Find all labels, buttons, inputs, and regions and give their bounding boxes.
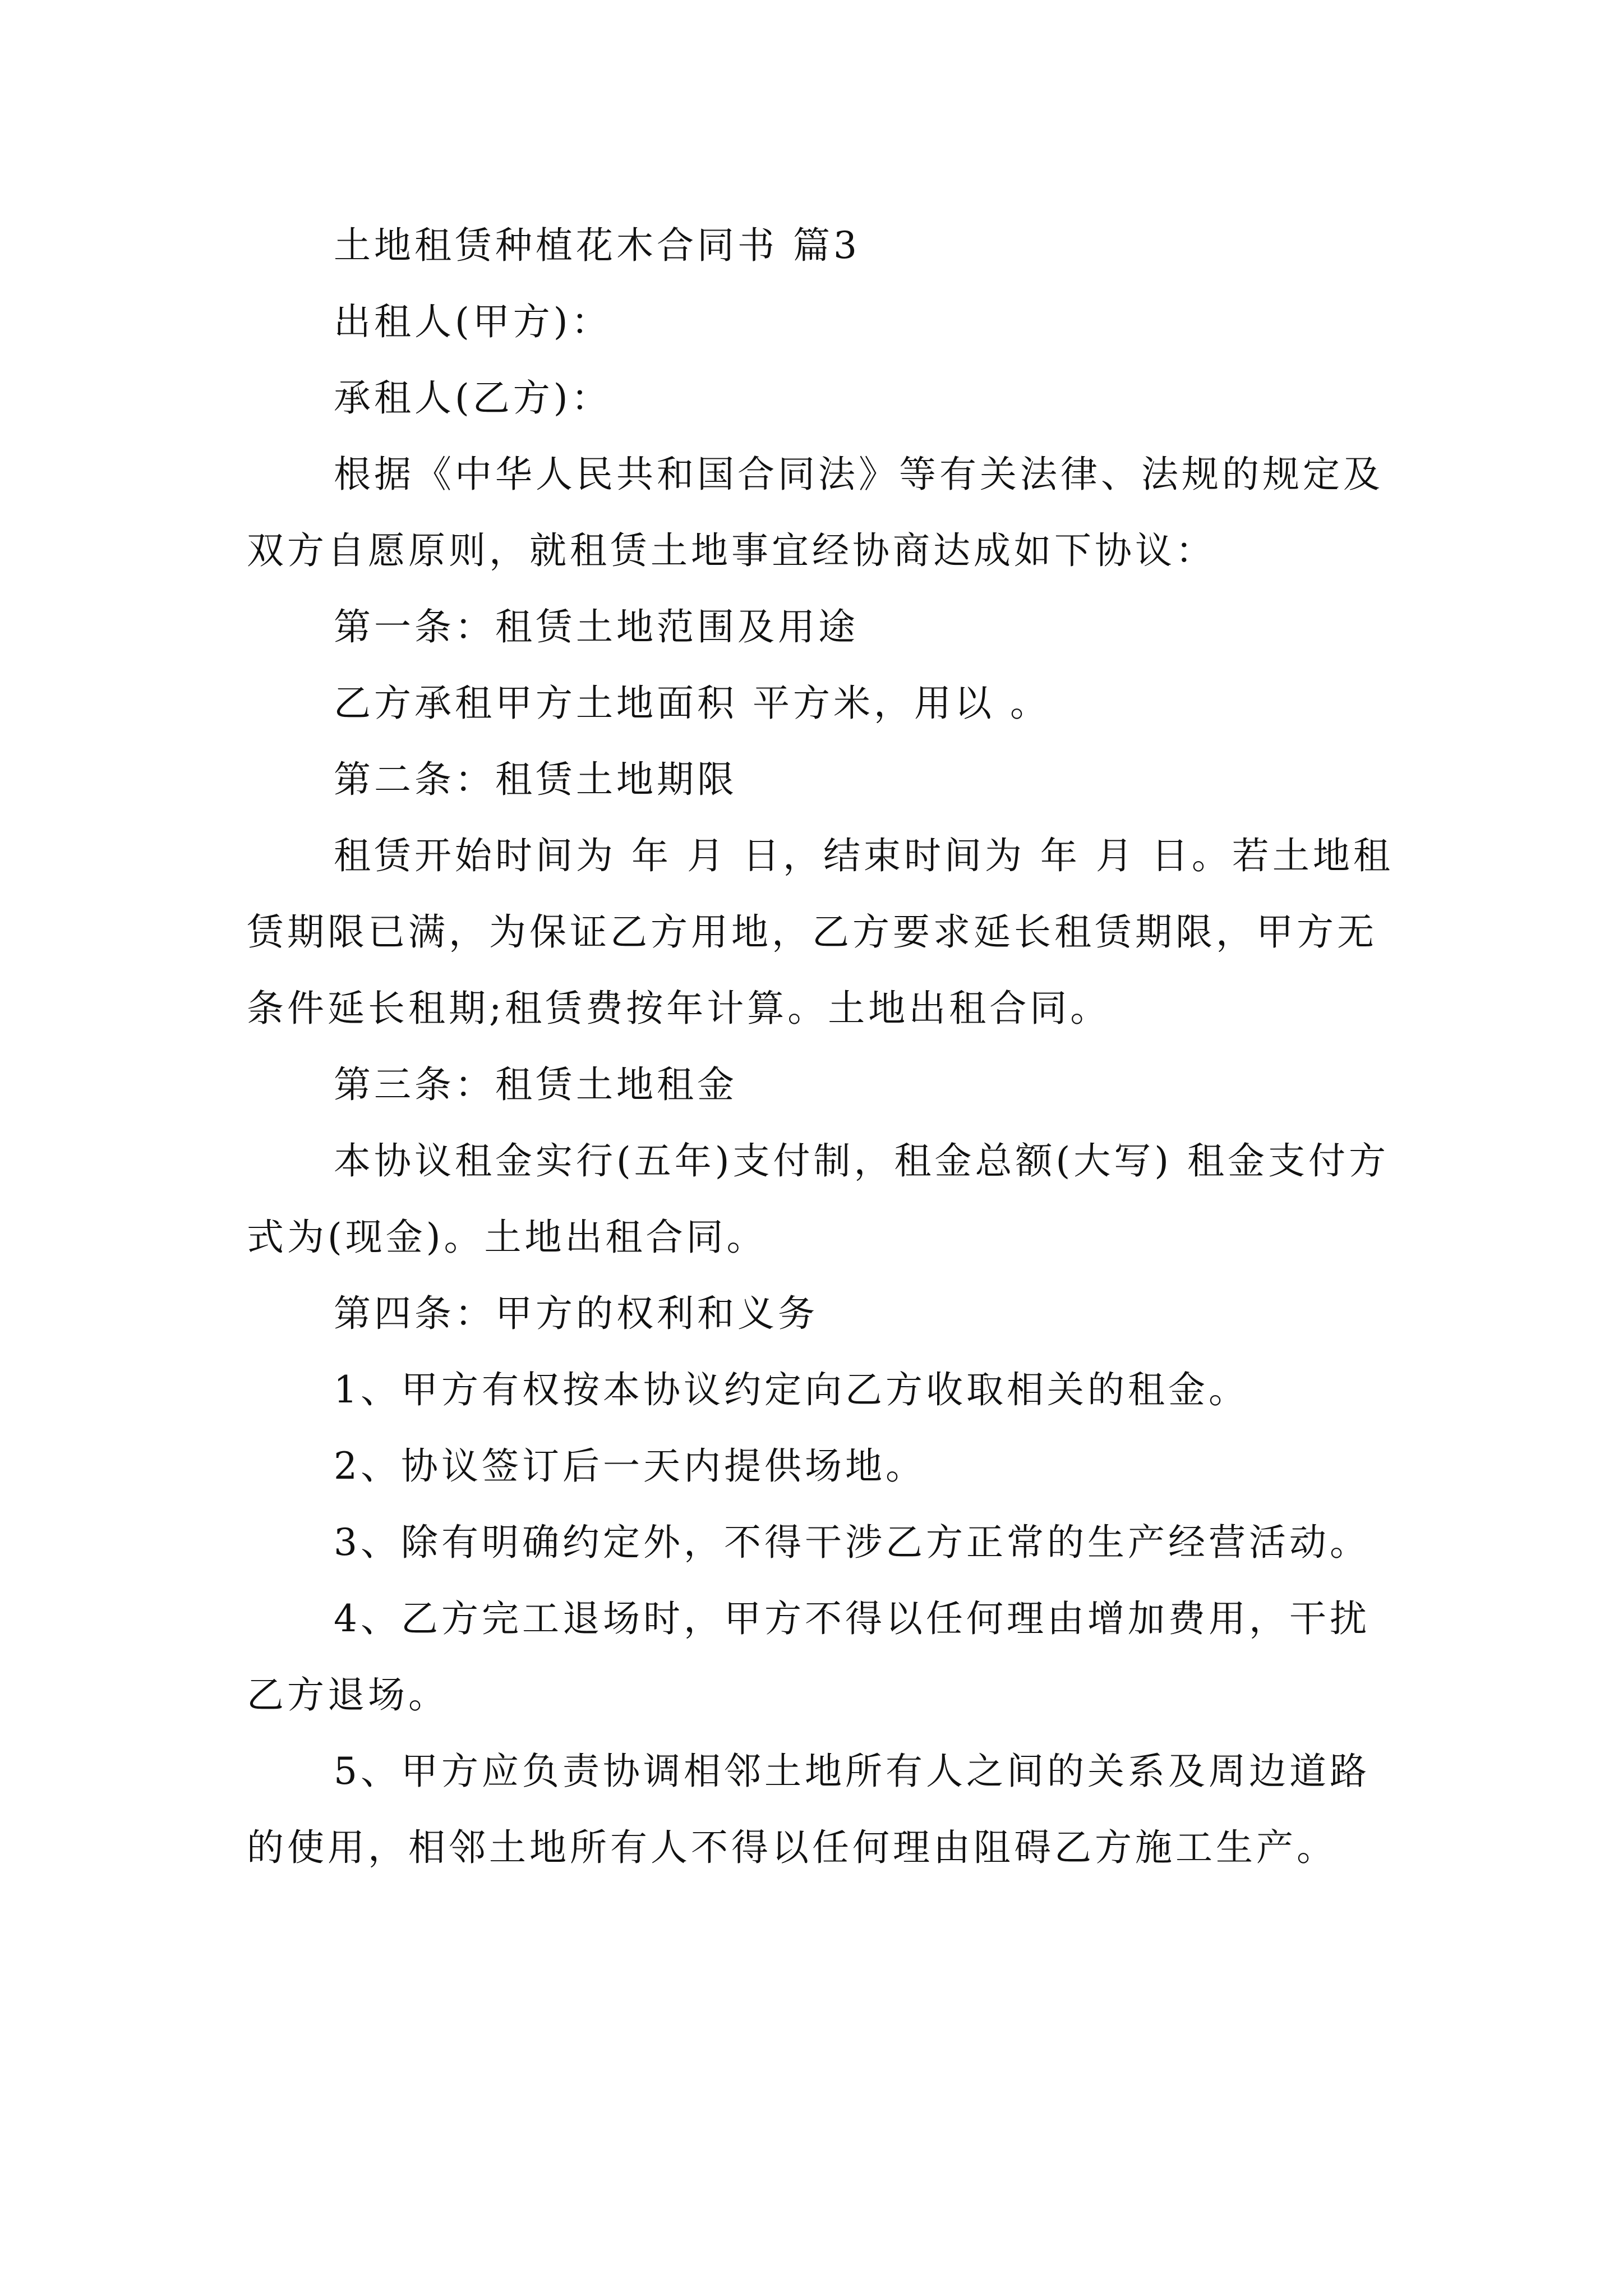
preamble-paragraph: 根据《中华人民共和国合同法》等有关法律、法规的规定及双方自愿原则，就租赁土地事宜经协商达成如下协议： bbox=[247, 453, 1384, 572]
lessor-line: 出租人(甲方)： bbox=[334, 300, 612, 343]
lessee-line: 承租人(乙方)： bbox=[334, 376, 612, 420]
contract-body bbox=[247, 208, 1396, 1886]
article-1-heading: 第一条：租赁土地范围及用途 bbox=[334, 605, 859, 648]
article-4-item-5: 5、甲方应负责协调相邻土地所有人之间的关系及周边道路的使用，相邻土地所有人不得以任何理由阻碍乙方施工生产。 bbox=[247, 1750, 1370, 1869]
article-1-text: 乙方承租甲方土地面积 平方米，用以 。 bbox=[334, 682, 1050, 725]
article-2-text: 租赁开始时间为 年 月 日，结束时间为 年 月 日。若土地租赁期限已满，为保证乙方用地，乙方要求延长租赁期限，甲方无条件延长租期;租赁费按年计算。土地出租合同。 bbox=[247, 834, 1394, 1030]
article-3-heading: 第三条：租赁土地租金 bbox=[334, 1063, 737, 1106]
contract-title: 土地租赁种植花木合同书 篇3 bbox=[334, 224, 860, 267]
article-4-heading: 第四条：甲方的权利和义务 bbox=[334, 1292, 818, 1335]
article-4-item-4: 4、乙方完工退场时，甲方不得以任何理由增加费用，干扰乙方退场。 bbox=[247, 1597, 1370, 1717]
article-4-item-2: 2、协议签订后一天内提供场地。 bbox=[334, 1444, 926, 1488]
article-3-text: 本协议租金实行(五年)支付制，租金总额(大写) 租金支付方式为(现金)。土地出租合同。 bbox=[247, 1139, 1389, 1259]
article-4-item-3: 3、除有明确约定外，不得干涉乙方正常的生产经营活动。 bbox=[334, 1521, 1370, 1564]
article-4-item-1: 1、甲方有权按本协议约定向乙方收取相关的租金。 bbox=[334, 1368, 1249, 1411]
article-2-heading: 第二条：租赁土地期限 bbox=[334, 758, 737, 801]
